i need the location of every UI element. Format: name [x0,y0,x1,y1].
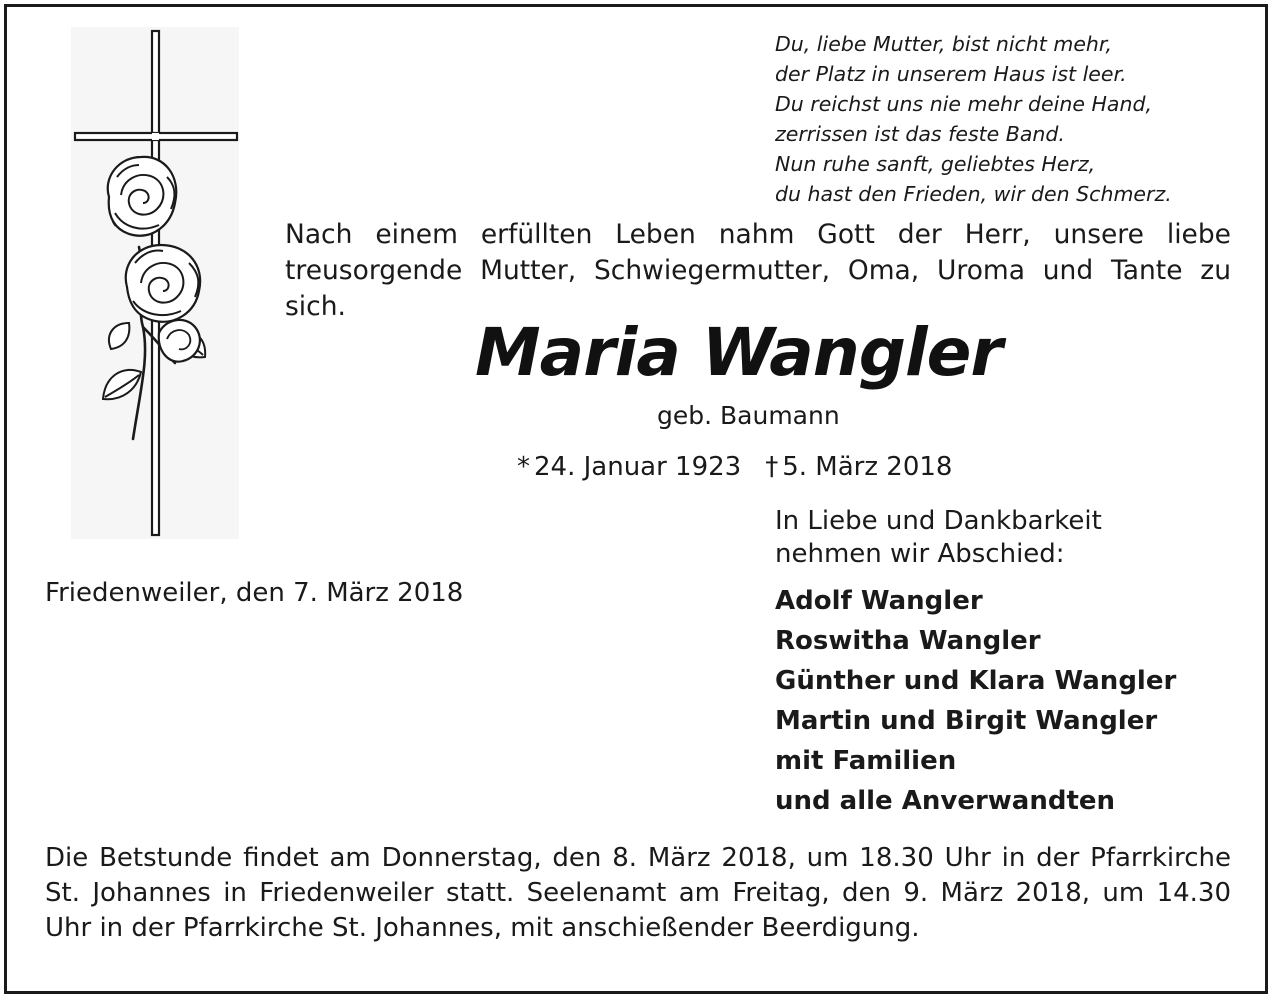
mourner-item: Günther und Klara Wangler [775,666,1177,696]
life-dates [517,449,952,485]
poem [775,29,1245,209]
poem-line: Nun ruhe sanft, geliebtes Herz, [775,152,1096,176]
farewell-line: nehmen wir Abschied: [775,539,1065,569]
service-information: Die Betstunde findet am Donnerstag, den 8. März 2018, um 18.30 Uhr in der Pfarrkirche St. Johannes in Friedenweiler statt. Seelenamt am Freitag, den 9. März 2018, um 14.30 Uhr in der Pfarrkirche St. Johannes, mit anschießender Beerdigung. [45,843,1231,943]
farewell-line: In Liebe und Dankbarkeit [775,506,1102,536]
mourner-item: Martin und Birgit Wangler [775,706,1158,736]
deceased-name: Maria Wangler [475,314,1002,391]
cross-with-roses-icon [71,27,239,539]
maiden-name: geb. Baumann [657,401,840,430]
obituary-notice [4,4,1268,994]
mourners-list [775,581,1176,821]
poem-line: Du reichst uns nie mehr deine Hand, [775,92,1152,116]
poem-line: zerrissen ist das feste Band. [775,122,1065,146]
place-and-date: Friedenweiler, den 7. März 2018 [45,578,464,608]
birth-date: 24. Januar 1923 [534,452,742,482]
mourner-item: Adolf Wangler [775,586,983,616]
mourner-item: mit Familien [775,746,957,776]
death-symbol: † [765,452,779,482]
intro-paragraph: Nach einem erfüllten Leben nahm Gott der Herr, unsere liebe treusorgende Mutter, Schwiegermutter, Oma, Uroma und Tante zu sich. [285,219,1231,322]
farewell-text [775,505,1102,571]
mourner-item: Roswitha Wangler [775,626,1041,656]
poem-line: du hast den Frieden, wir den Schmerz. [775,182,1172,206]
poem-line: der Platz in unserem Haus ist leer. [775,62,1127,86]
birth-symbol: * [517,452,530,482]
mourner-item: und alle Anverwandten [775,786,1116,816]
poem-line: Du, liebe Mutter, bist nicht mehr, [775,32,1112,56]
death-date: 5. März 2018 [782,452,953,482]
